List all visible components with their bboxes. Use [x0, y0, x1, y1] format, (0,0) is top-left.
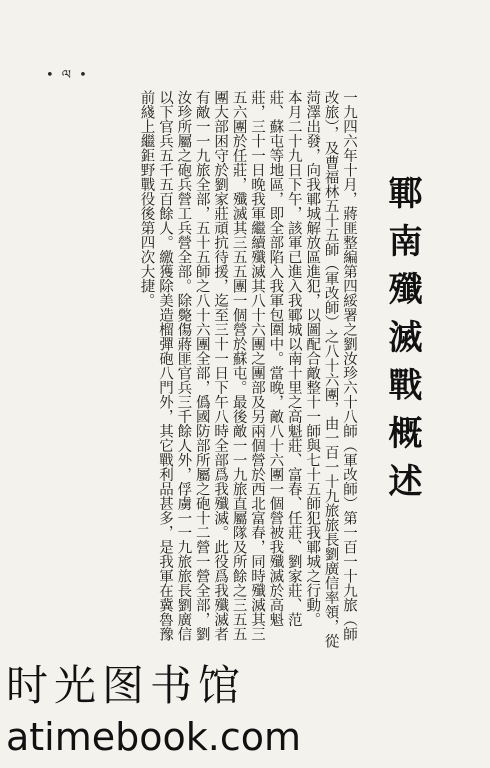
page-number: • ལ •	[46, 68, 89, 83]
article-body	[110, 90, 358, 650]
watermark-chinese: 时光图书馆	[6, 661, 247, 710]
watermark-url: atimebook.com	[6, 715, 302, 759]
paragraph-2: 本月二十九日下午，該軍已進入我鄆城以南十里之高魁莊、富春、任莊、劉家莊、范莊、蘇屯等地區，即全部陷入我軍包圍中。當晚，敵八十六團一個營被我殲滅於高魁莊，三十一日晚我軍繼續殲滅其八十六團之團部及另兩個營於西北富春，同時殲滅其三五六團於任莊，殲滅其三五五團一個營於蘇屯。最後敵一一九旅直屬隊及所餘之三五五團大部困守於劉家莊頑抗待援，迄至三十一日下午八時全部爲我殲滅。此役爲我殲滅者有敵一一九旅全部，五十五師之八十六團全部，僞國防部所屬之砲十二營一營全部，劉汝珍所屬之砲兵營工兵營全部。除斃傷蔣匪官兵三千餘人外，俘虜一一九旅旅長劉廣信以下官兵五千五百餘人。繳獲除美造榴彈砲八門外，其它戰利品甚多，是我軍在冀魯豫前綫上繼鉅野戰役後第四次大捷。	[138, 90, 302, 641]
article-title: 鄆南殲滅戰概述	[382, 175, 422, 511]
watermark	[0, 660, 490, 768]
paragraph-1: 一九四六年十月，蔣匪整編第四綏署之劉汝珍六十八師（軍改師）第一百一十九旅（師改旅），及曹福林五十五師（軍改師）之八十六團，由一百一十九旅旅長劉廣信率領，從菏澤出發，向我鄆城解放區進犯，以圖配合敵整十一師與七十五師犯我鄆城之行動。	[304, 90, 357, 649]
